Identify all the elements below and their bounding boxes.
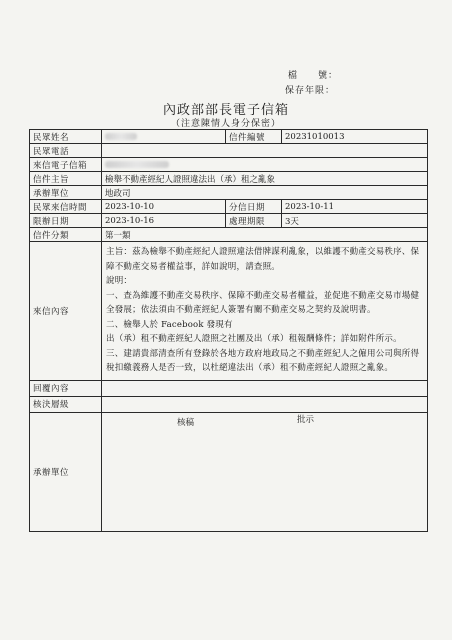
received-label: 民眾來信時間 xyxy=(30,200,102,214)
received-value: 2023-10-10 xyxy=(102,200,226,214)
row-email xyxy=(30,158,428,172)
row-handling xyxy=(30,412,428,531)
handling-area xyxy=(102,412,428,531)
letter-no-label: 信件編號 xyxy=(226,130,282,144)
row-received-dispatch xyxy=(30,200,428,214)
content-paragraph: 說明： xyxy=(106,276,133,286)
approval-level-value xyxy=(102,396,428,412)
letter-no-value: 20231010013 xyxy=(282,130,428,144)
row-category xyxy=(30,228,428,242)
row-name-letterno xyxy=(30,130,428,144)
citizen-name-value xyxy=(102,130,226,144)
deadline-value: 2023-10-16 xyxy=(102,214,226,228)
category-label: 信件分類 xyxy=(30,228,102,242)
document-subtitle: （注意陳情人身分保密） xyxy=(170,119,281,129)
subject-value: 檢舉不動產經紀人證照違法出（承）租之亂象 xyxy=(102,172,428,186)
period-label: 處理期限 xyxy=(226,214,282,228)
citizen-name-label: 民眾姓名 xyxy=(30,130,102,144)
content-paragraph: 出（承）租不動產經紀人證照之社團及出（承）租報酬條件；詳如附件所示。 xyxy=(106,334,402,344)
content-paragraph: 二、檢舉人於 Facebook 發現有 xyxy=(106,319,233,330)
period-value: 3天 xyxy=(282,214,428,228)
subject-label: 信件主旨 xyxy=(30,172,102,186)
row-deadline-period xyxy=(30,214,428,228)
content-paragraph: 三、建請貴部清查所有登錄於各地方政府地政局之不動產經紀人之僱用公司與所得稅扣繳義務人是否一致，以杜絕違法出（承）租不動產經紀人證照之亂象。 xyxy=(106,348,420,373)
phone-label: 民眾電話 xyxy=(30,144,102,158)
dispatch-value: 2023-10-11 xyxy=(282,200,428,214)
document-title: 內政部部長電子信箱 xyxy=(162,103,289,118)
content-label: 來信內容 xyxy=(30,242,102,381)
retention-period-label: 保存年限： xyxy=(285,86,336,96)
unit-value: 地政司 xyxy=(102,186,428,200)
row-reply xyxy=(30,380,428,396)
row-content xyxy=(30,242,428,381)
row-unit xyxy=(30,186,428,200)
phone-value xyxy=(102,144,428,158)
archive-number-label: 檔 號： xyxy=(288,71,339,81)
row-approval-level xyxy=(30,396,428,412)
content-body xyxy=(102,242,428,381)
mail-form-table xyxy=(29,129,428,532)
approval-level-label: 核決層級 xyxy=(30,396,102,412)
row-subject xyxy=(30,172,428,186)
dispatch-label: 分信日期 xyxy=(226,200,282,214)
instruction-label: 批示 xyxy=(297,414,315,425)
reply-label: 回覆內容 xyxy=(30,380,102,396)
deadline-label: 限辦日期 xyxy=(30,214,102,228)
review-draft-label: 核稿 xyxy=(177,417,195,428)
row-phone xyxy=(30,144,428,158)
category-value: 第一類 xyxy=(102,228,428,242)
reply-value xyxy=(102,380,428,396)
email-value xyxy=(102,158,428,172)
handling-unit-label: 承辦單位 xyxy=(30,412,102,531)
unit-label: 承辦單位 xyxy=(30,186,102,200)
content-paragraph: 主旨：茲為檢舉不動產經紀人證照違法借牌謀利亂象，以維護不動產交易秩序、保障不動產交易者權益事，詳如說明，請查照。 xyxy=(106,247,420,272)
content-paragraph: 一、查為維護不動產交易秩序、保障不動產交易者權益，並促進不動產交易市場健全發展；依法須由不動產經紀人簽署有關不動產交易之契約及說明書。 xyxy=(106,290,420,315)
email-label: 來信電子信箱 xyxy=(30,158,102,172)
